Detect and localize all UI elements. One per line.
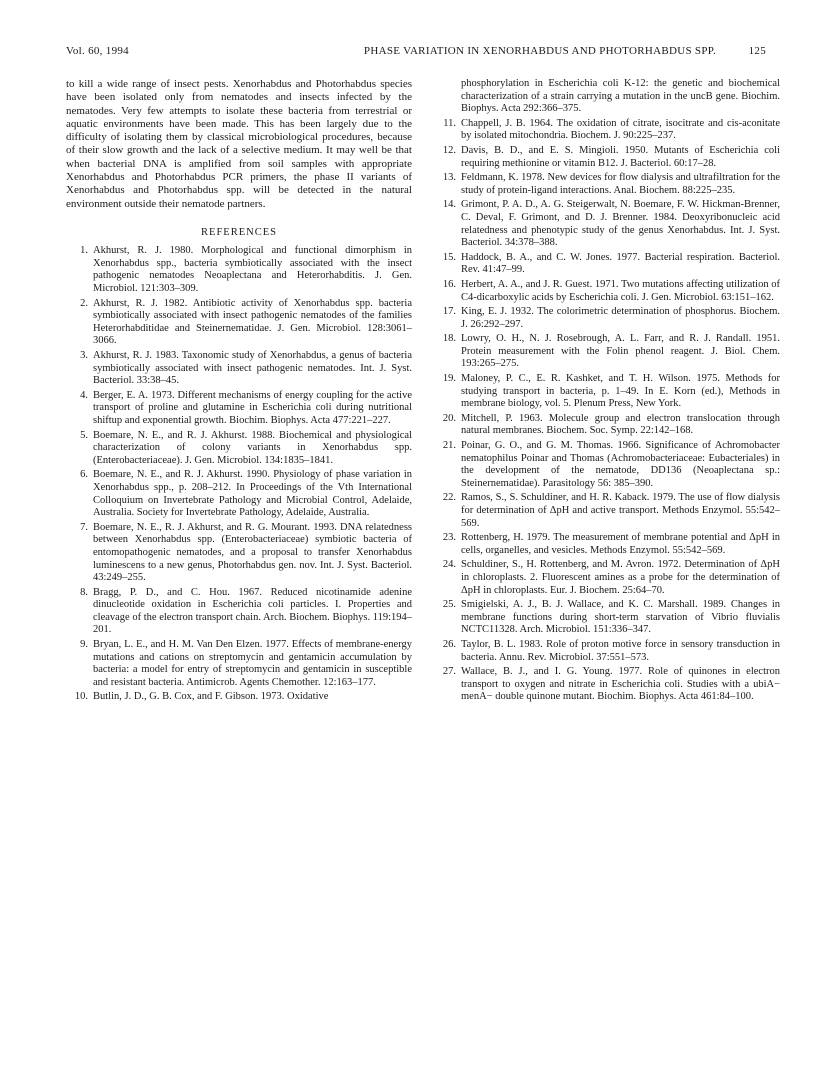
- reference-item: [434, 306, 780, 331]
- reference-continuation: [434, 78, 780, 116]
- reference-number: 9.: [80, 639, 88, 651]
- reference-text: Rottenberg, H. 1979. The measurement of membrane potential and ΔpH in cells, organelles, and vesicles. Methods Enzymol. 55:542–569.: [461, 532, 780, 556]
- reference-text: Smigielski, A. J., B. J. Wallace, and K. C. Marshall. 1989. Changes in membrane functions during short-term starvation of Vibrio fluvialis NCTC11328. Arch. Microbiol. 151:336–347.: [461, 599, 780, 636]
- reference-text: Herbert, A. A., and J. R. Guest. 1971. Two mutations affecting utilization of C4-dicarboxylic acids by Escherichia coli. J. Gen. Microbiol. 63:151–162.: [461, 278, 780, 303]
- reference-number: 19.: [442, 373, 456, 385]
- reference-number: 7.: [80, 521, 88, 533]
- reference-number: 21.: [442, 440, 456, 452]
- reference-item: [434, 279, 780, 304]
- reference-item: [434, 440, 780, 490]
- reference-text: Bryan, L. E., and H. M. Van Den Elzen. 1977. Effects of membrane-energy mutations and cations on streptomycin and gentamicin accumulation by bacteria: a model for entry of streptomycin and gentamicin in susceptible and resistant bacteria. Antimicrob. Agents Chemother. 12:163–177.: [93, 639, 412, 688]
- reference-text: Boemare, N. E., R. J. Akhurst, and R. G. Mourant. 1993. DNA relatedness between Xenorhabdus spp. (Enterobacteriaceae) symbiotic bacteria of entomopathogenic nematodes, and a proposal to transfer Xenorhabdus luminescens to a new genus, Photorhabdus gen. nov. Int. J. Syst. Bacteriol. 43:249–255.: [93, 521, 412, 584]
- references-heading: REFERENCES: [201, 226, 277, 238]
- volume-label: Vol. 60, 1994: [66, 45, 129, 57]
- intro-paragraph: to kill a wide range of insect pests. Xenorhabdus and Photorhabdus species have been isolated only from nematodes and insects infected by the nematodes. Very few attempts to isolate these bacteria from terrestrial or aquatic environments have been made. This has been largely due to the difficulty of isolating them by classical microbiological procedures, because of their slow growth and the lack of a selective medium. It may well be that when bacterial DNA is amplified from soil samples with appropriate Xenorhabdus and Photorhabdus PCR primers, the phase II variants of Xenorhabdus and Photorhabdus spp. will be detected in the natural environment outside their nematode partners.: [66, 78, 412, 210]
- running-title: PHASE VARIATION IN XENORHABDUS AND PHOTORHABDUS SPP.: [363, 45, 716, 57]
- reference-text: King, E. J. 1932. The colorimetric determination of phosphorus. Biochem. J. 26:292–297.: [461, 306, 780, 330]
- page-number: 125: [748, 45, 766, 57]
- reference-text: Grimont, P. A. D., A. G. Steigerwalt, N. Boemare, F. W. Hickman-Brenner, C. Deval, F. Grimont, and D. J. Brenner. 1984. Deoxyribonucleic acid relatedness and phenotypic study of the genus Xenorhabdus. Int. J. Syst. Bacteriol. 34:378–388.: [461, 199, 780, 249]
- reference-number: 23.: [442, 532, 456, 544]
- reference-item: [66, 587, 412, 637]
- reference-text: Chappell, J. B. 1964. The oxidation of citrate, isocitrate and cis-aconitate by isolated mitochondria. Biochem. J. 90:225–237.: [461, 117, 780, 142]
- reference-number: 20.: [442, 412, 456, 424]
- reference-number: 6.: [80, 469, 88, 481]
- reference-number: 22.: [442, 492, 456, 504]
- reference-item: [434, 373, 780, 411]
- reference-text: Akhurst, R. J. 1982. Antibiotic activity of Xenorhabdus spp. bacteria symbiotically associated with insect pathogenic nematodes of the families Heterorhabditidae and Steinernematidae. J. Gen. Microbiol. 128:3061–3066.: [93, 297, 412, 347]
- references-list-right: [434, 118, 780, 704]
- reference-item: [66, 469, 412, 519]
- reference-item: [434, 639, 780, 664]
- reference-text: Haddock, B. A., and C. W. Jones. 1977. Bacterial respiration. Bacteriol. Rev. 41:47–99.: [461, 251, 780, 276]
- reference-text: Taylor, B. L. 1983. Role of proton motive force in sensory transduction in bacteria. Annu. Rev. Microbiol. 37:551–573.: [461, 638, 780, 663]
- reference-item: [66, 430, 412, 468]
- reference-number: 1.: [80, 245, 88, 257]
- reference-text: Bragg, P. D., and C. Hou. 1967. Reduced nicotinamide adenine dinucleotide oxidation in Escherichia coli particles. I. Properties and cleavage of the electron transport chain. Arch. Biochem. Biophys. 119:194–201.: [93, 586, 412, 636]
- reference-item: [434, 118, 780, 143]
- reference-text: Wallace, B. J., and I. G. Young. 1977. Role of quinones in electron transport to oxygen and nitrate in Escherichia coli. Studies with a ubiA− menA− double quinone mutant. Biochim. Biophys. Acta 461:84–100.: [461, 666, 780, 703]
- reference-text: Ramos, S., S. Schuldiner, and H. R. Kaback. 1979. The use of flow dialysis for determination of ΔpH and active transport. Methods Enzymol. 55:542–569.: [461, 492, 780, 529]
- reference-number: 10.: [74, 691, 88, 703]
- reference-item: [66, 298, 412, 348]
- reference-number: 24.: [442, 559, 456, 571]
- reference-number: 13.: [442, 172, 456, 184]
- reference-number: 5.: [80, 429, 88, 441]
- right-column: [434, 78, 780, 706]
- reference-item: [434, 559, 780, 597]
- reference-text: Akhurst, R. J. 1983. Taxonomic study of Xenorhabdus, a genus of bacteria symbiotically associated with insect pathogenic nematodes. Int. J. Syst. Bacteriol. 33:38–45.: [93, 350, 412, 387]
- reference-number: 11.: [443, 117, 456, 129]
- reference-text: Boemare, N. E., and R. J. Akhurst. 1990. Physiology of phase variation in Xenorhabdus spp., p. 208–212. In Proceedings of the Vth International Colloquium on Invertebrate Pathology and Microbial Control, Adelaide, Australia. Society for Invertebrate Pathology, Adelaide, Australia.: [93, 469, 412, 519]
- left-column: [66, 78, 412, 706]
- reference-text: Akhurst, R. J. 1980. Morphological and functional dimorphism in Xenorhabdus spp., bacteria symbiotically associated with the insect pathogenic nematodes Neoaplectana and Heterorhabditis. J. Gen. Microbiol. 121:303–309.: [93, 245, 412, 295]
- reference-item: [434, 532, 780, 557]
- reference-item: [434, 172, 780, 197]
- reference-number: 16.: [442, 278, 456, 290]
- reference-text: Maloney, P. C., E. R. Kashket, and T. H. Wilson. 1975. Methods for studying transport in bacteria, p. 1–49. In E. Korn (ed.), Methods in membrane biology, vol. 5. Plenum Press, New York.: [461, 373, 780, 410]
- references-list-left: [66, 245, 412, 704]
- reference-number: 18.: [442, 333, 456, 345]
- reference-item: [434, 666, 780, 704]
- reference-text: Butlin, J. D., G. B. Cox, and F. Gibson. 1973. Oxidative: [93, 691, 329, 703]
- reference-item: [66, 691, 412, 704]
- reference-number: 4.: [80, 389, 88, 401]
- reference-item: [434, 492, 780, 530]
- reference-number: 8.: [80, 586, 88, 598]
- reference-item: [66, 639, 412, 689]
- reference-text: Davis, B. D., and E. S. Mingioli. 1950. Mutants of Escherichia coli requiring methionine or vitamin B12. J. Bacteriol. 60:17–28.: [461, 144, 780, 169]
- reference-text: Mitchell, P. 1963. Molecule group and electron translocation through natural membranes. Biochem. Soc. Symp. 22:142–168.: [461, 412, 780, 437]
- reference-item: [434, 199, 780, 249]
- reference-number: 25.: [442, 599, 456, 611]
- reference-text: phosphorylation in Escherichia coli K-12: the genetic and biochemical characterization of a strain carrying a mutation in the uncB gene. Biochim. Biophys. Acta 292:366–375.: [461, 78, 780, 115]
- reference-number: 27.: [442, 666, 456, 678]
- reference-text: Berger, E. A. 1973. Different mechanisms of energy coupling for the active transport of proline and glutamine in Escherichia coli during nutritional shiftup and exponential growth. Biochim. Biophys. Acta 477:221–227.: [93, 389, 412, 426]
- reference-text: Schuldiner, S., H. Rottenberg, and M. Avron. 1972. Determination of ΔpH in chloroplasts. 2. Fluorescent amines as a probe for the determination of ΔpH in chloroplasts. Eur. J. Biochem. 25:64–70.: [461, 559, 780, 596]
- reference-number: 2.: [80, 297, 88, 309]
- reference-item: [434, 599, 780, 637]
- reference-number: 26.: [442, 638, 456, 650]
- reference-item: [66, 390, 412, 428]
- reference-item: [434, 413, 780, 438]
- reference-text: Feldmann, K. 1978. New devices for flow dialysis and ultrafiltration for the study of protein-ligand interactions. Anal. Biochem. 88:225–235.: [461, 172, 780, 196]
- reference-item: [434, 252, 780, 277]
- reference-text: Poinar, G. O., and G. M. Thomas. 1966. Significance of Achromobacter nematophilus Poinar and Thomas (Achromobacteriaceae: Eubacteriales) in the development of the nematode, DD136 (Neoaplectana sp.: Steinernematidae). Parasitology 56: 385–390.: [461, 440, 780, 489]
- reference-number: 14.: [442, 199, 456, 211]
- reference-item: [434, 333, 780, 371]
- reference-number: 12.: [442, 144, 456, 156]
- reference-item: [66, 245, 412, 295]
- reference-text: Lowry, O. H., N. J. Rosebrough, A. L. Farr, and R. J. Randall. 1951. Protein measurement with the Folin phenol reagent. J. Biol. Chem. 193:265–275.: [461, 333, 780, 370]
- running-header: [60, 45, 766, 61]
- reference-item: [66, 350, 412, 388]
- reference-number: 15.: [442, 251, 456, 263]
- reference-item: [66, 522, 412, 585]
- reference-item: [434, 145, 780, 170]
- reference-number: 17.: [442, 306, 456, 318]
- reference-number: 3.: [80, 350, 88, 362]
- reference-text: Boemare, N. E., and R. J. Akhurst. 1988. Biochemical and physiological characterization of colony variants in Xenorhabdus spp. (Enterobacteriaceae). J. Gen. Microbiol. 134:1835–1841.: [93, 429, 412, 466]
